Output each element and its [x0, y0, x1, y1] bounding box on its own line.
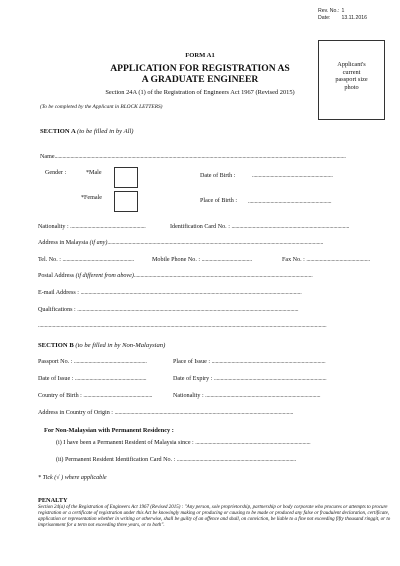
- photo-line1: Applicant's: [337, 61, 366, 68]
- nationality-label: Nationality :: [38, 224, 69, 230]
- revision-date-label: Date:: [318, 14, 331, 21]
- postal-note: (if different from above): [75, 273, 134, 279]
- mobile-field[interactable]: Mobile Phone No. : ......................................: [152, 257, 252, 263]
- tel-field[interactable]: Tel. No. : ......................................................: [38, 257, 134, 263]
- date-of-expiry-label: Date of Expiry :: [173, 376, 213, 382]
- dob-input[interactable]: .............................................................: [252, 173, 333, 179]
- photo-line4: photo: [344, 83, 359, 91]
- ic-field[interactable]: Identification Card No. : .........................................................................................: [170, 224, 350, 230]
- section-b-nationality-label: Nationality :: [173, 393, 204, 399]
- block-letters-instruction: (To be completed by the Applicant in BLOCK LETTERS): [40, 104, 163, 110]
- name-label: Name: [40, 154, 55, 160]
- postal-label: Postal Address: [38, 273, 75, 279]
- form-title-line1: APPLICATION FOR REGISTRATION AS: [110, 63, 290, 74]
- form-title-line2: A GRADUATE ENGINEER: [141, 74, 259, 85]
- passport-label: Passport No. :: [38, 359, 73, 365]
- tel-label: Tel. No. :: [38, 257, 61, 263]
- address-origin-label: Address in Country of Origin :: [38, 410, 113, 416]
- revision-label: Rev. No.:: [318, 8, 340, 14]
- address-field[interactable]: Address in Malaysia (if any)...................................................................................................................................................................: [38, 240, 324, 246]
- form-subtitle: Section 24A (1) of the Registration of Engineers Act 1967 (Revised 2015): [105, 89, 295, 96]
- date-of-issue-field[interactable]: Date of Issue : ......................................................: [38, 376, 147, 382]
- photo-line3: passport size: [335, 76, 368, 84]
- fax-label: Fax No. :: [282, 257, 305, 263]
- passport-field[interactable]: Passport No. : .......................................................: [38, 359, 147, 365]
- revision-date-value: 13.11.2016: [341, 14, 368, 21]
- mobile-label: Mobile Phone No. :: [152, 257, 201, 263]
- country-of-birth-field[interactable]: Country of Birth : ....................................................: [38, 393, 153, 399]
- female-label: *Female: [81, 195, 102, 201]
- qualifications-continuation-line[interactable]: ..........................................................................................................................................................................................................................: [38, 323, 327, 329]
- female-checkbox[interactable]: [114, 191, 138, 212]
- pr-since-label: (i) I have been a Permanent Resident of Malaysia since :: [56, 440, 194, 446]
- pr-since-field[interactable]: (i) I have been a Permanent Resident of Malaysia since : .......................................................................................: [56, 440, 311, 446]
- qualifications-label: Qualifications :: [38, 307, 76, 313]
- revision-block: [318, 8, 367, 21]
- tick-note: * Tick (√ ) where applicable: [38, 475, 107, 481]
- date-of-expiry-field[interactable]: Date of Expiry : .....................................................................................: [173, 376, 327, 382]
- penalty-heading: PENALTY: [38, 497, 68, 504]
- section-b-nationality-field[interactable]: Nationality : .......................................................................................: [173, 393, 321, 399]
- pob-label: Place of Birth :: [200, 198, 238, 204]
- country-of-birth-label: Country of Birth :: [38, 393, 82, 399]
- email-field[interactable]: E-mail Address : .......................................................................................................................................................................: [38, 290, 302, 296]
- qualifications-field[interactable]: Qualifications : .......................................................................................................................................................................: [38, 307, 299, 313]
- fax-field[interactable]: Fax No. : ................................................: [282, 257, 370, 263]
- place-of-issue-field[interactable]: Place of Issue : ......................................................................................: [173, 359, 326, 365]
- form-number: FORM A1: [185, 52, 215, 59]
- revision-value: 1: [341, 8, 345, 14]
- nationality-field[interactable]: Nationality : .........................................................: [38, 224, 146, 230]
- address-label: Address in Malaysia: [38, 240, 89, 246]
- ic-label: Identification Card No. :: [170, 224, 230, 230]
- penalty-text: Section 24(a) of the Registration of Engineers Act 1967 (Revised 2015) : "Any person, sole proprietorship, partnership or body corporate who procures or attempts to procure registration or a certificate of registration under this Act be knowingly making or producing or causing to be made or produced any false or fraudulent declaration, certificate, application or representation whether in writing or otherwise, shall be guilty of an offence and shall, on conviction, be liable to a fine not exceeding fifty thousand ringgit, or to imprisonment for a term not exceeding three years, or to both".: [38, 505, 391, 528]
- dob-label: Date of Birth :: [200, 173, 236, 179]
- date-of-issue-label: Date of Issue :: [38, 376, 74, 382]
- section-a-heading: SECTION A (to be filled in by All): [40, 128, 134, 135]
- postal-field[interactable]: Postal Address (if different from above).......................................................................................................................................: [38, 273, 313, 279]
- section-b-heading: SECTION B (to be filled in by Non-Malaysian): [38, 342, 166, 349]
- address-note: (if any): [89, 240, 108, 246]
- pob-input[interactable]: ...............................................................: [248, 199, 332, 205]
- passport-photo-box: [318, 40, 385, 120]
- pr-ic-field[interactable]: (ii) Permanent Resident Identification Card No. : ..........................................................................................: [56, 457, 296, 463]
- name-field[interactable]: Name............................................................................................................................................................................................................................: [40, 154, 346, 160]
- address-origin-field[interactable]: Address in Country of Origin : .......................................................................................................................................: [38, 410, 294, 416]
- photo-line2: current: [342, 68, 361, 76]
- male-label: *Male: [86, 170, 102, 176]
- email-label: E-mail Address :: [38, 290, 79, 296]
- male-checkbox[interactable]: [114, 167, 138, 188]
- gender-label: Gender :: [45, 170, 67, 176]
- permanent-residency-heading: For Non-Malaysian with Permanent Residency :: [44, 427, 174, 434]
- pr-ic-label: (ii) Permanent Resident Identification Card No. :: [56, 457, 176, 463]
- place-of-issue-label: Place of Issue :: [173, 359, 211, 365]
